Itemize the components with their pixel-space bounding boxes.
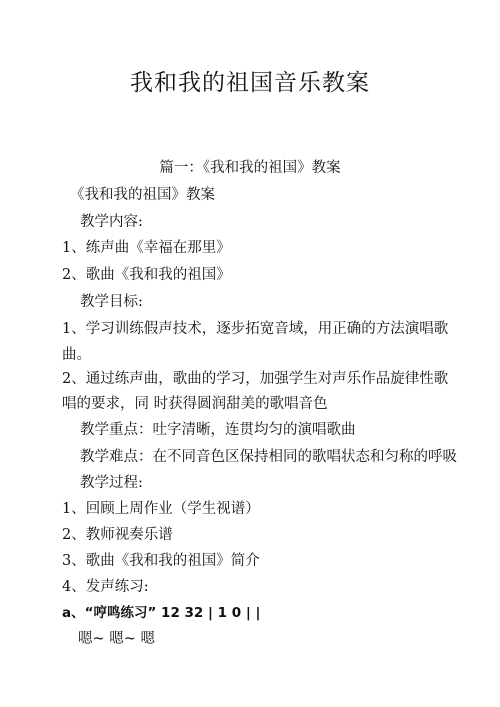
text-line: 教学重点：吐字清晰，连贯均匀的演唱歌曲 xyxy=(80,422,356,438)
text-line: a、“哼鸣练习” 12 32 | 1 0 | | xyxy=(62,605,261,621)
text-line: 《我和我的祖国》教案 xyxy=(70,187,215,203)
document-title: 我和我的祖国音乐教案 xyxy=(130,70,370,96)
text-line: 2、歌曲《我和我的祖国》 xyxy=(62,267,231,283)
text-line: 4、发声练习: xyxy=(62,579,149,595)
text-line: 教学内容: xyxy=(80,214,143,230)
text-line: 唱的要求，同 时获得圆润甜美的歌唱音色 xyxy=(62,396,328,412)
text-line: 3、歌曲《我和我的祖国》简介 xyxy=(62,553,260,569)
text-line: 1、回顾上周作业（学生视谱） xyxy=(62,501,260,517)
text-line: 1、学习训练假声技术，逐步拓宽音域，用正确的方法演唱歌 xyxy=(62,321,449,337)
text-line: 1、练声曲《幸福在那里》 xyxy=(62,240,231,256)
text-line: 教学过程: xyxy=(80,475,143,491)
text-line: 2、通过练声曲，歌曲的学习，加强学生对声乐作品旋律性歌 xyxy=(62,371,449,387)
section-heading: 篇一：《我和我的祖国》教案 xyxy=(159,160,341,176)
text-line: 嗯~ 嗯~ 嗯 xyxy=(78,631,156,647)
text-line: 教学难点：在不同音色区保持相同的歌唱状态和匀称的呼吸 xyxy=(80,449,457,465)
text-line: 教学目标: xyxy=(80,294,143,310)
text-line: 2、教师视奏乐谱 xyxy=(62,527,173,543)
text-line: 曲。 xyxy=(62,347,91,363)
